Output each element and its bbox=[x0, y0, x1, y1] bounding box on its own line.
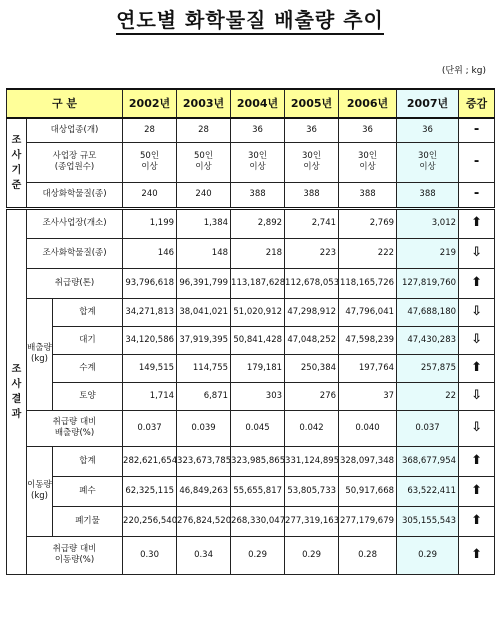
value-cell: 197,764 bbox=[339, 354, 397, 382]
table-row bbox=[7, 142, 495, 182]
value-cell: 0.29 bbox=[285, 536, 339, 574]
value-cell: 240 bbox=[123, 182, 177, 208]
row-label: 폐기물 bbox=[53, 506, 123, 536]
value-cell: 1,714 bbox=[123, 382, 177, 410]
value-cell: 50인 이상 bbox=[177, 142, 231, 182]
row-label: 토양 bbox=[53, 382, 123, 410]
value-cell: 222 bbox=[339, 238, 397, 268]
value-cell: 331,124,895 bbox=[285, 446, 339, 476]
table-row bbox=[7, 208, 495, 238]
value-cell: 36 bbox=[231, 118, 285, 142]
value-cell: 28 bbox=[177, 118, 231, 142]
table-row bbox=[7, 118, 495, 142]
value-cell: 388 bbox=[339, 182, 397, 208]
value-cell: 0.29 bbox=[397, 536, 459, 574]
table-row bbox=[7, 382, 495, 410]
row-label: 취급량 대비 배출량(%) bbox=[27, 410, 123, 446]
value-cell: 388 bbox=[397, 182, 459, 208]
value-cell: 38,041,021 bbox=[177, 298, 231, 326]
value-cell: 50인 이상 bbox=[123, 142, 177, 182]
value-cell: 34,271,813 bbox=[123, 298, 177, 326]
value-cell: 1,199 bbox=[123, 208, 177, 238]
value-cell: 276 bbox=[285, 382, 339, 410]
value-cell: 6,871 bbox=[177, 382, 231, 410]
value-cell: 305,155,543 bbox=[397, 506, 459, 536]
value-cell: 36 bbox=[339, 118, 397, 142]
value-cell: 30인 이상 bbox=[397, 142, 459, 182]
value-cell: 218 bbox=[231, 238, 285, 268]
value-cell: 323,985,865 bbox=[231, 446, 285, 476]
header-year: 2005년 bbox=[285, 89, 339, 118]
down-arrow-icon: ⇩ bbox=[459, 326, 495, 354]
value-cell: 277,179,679 bbox=[339, 506, 397, 536]
no-change-mark: - bbox=[459, 142, 495, 182]
row-label: 대상업종(개) bbox=[27, 118, 123, 142]
table-row bbox=[7, 506, 495, 536]
section-criteria: 조사 기준 bbox=[7, 118, 27, 208]
value-cell: 1,384 bbox=[177, 208, 231, 238]
table-row bbox=[7, 446, 495, 476]
value-cell: 50,917,668 bbox=[339, 476, 397, 506]
no-change-mark: - bbox=[459, 182, 495, 208]
value-cell: 282,621,654 bbox=[123, 446, 177, 476]
value-cell: 277,319,163 bbox=[285, 506, 339, 536]
value-cell: 127,819,760 bbox=[397, 268, 459, 298]
value-cell: 47,430,283 bbox=[397, 326, 459, 354]
value-cell: 51,020,912 bbox=[231, 298, 285, 326]
header-year: 2006년 bbox=[339, 89, 397, 118]
value-cell: 28 bbox=[123, 118, 177, 142]
value-cell: 30인 이상 bbox=[339, 142, 397, 182]
value-cell: 113,187,628 bbox=[231, 268, 285, 298]
value-cell: 268,330,047 bbox=[231, 506, 285, 536]
value-cell: 328,097,348 bbox=[339, 446, 397, 476]
value-cell: 118,165,726 bbox=[339, 268, 397, 298]
value-cell: 30인 이상 bbox=[285, 142, 339, 182]
down-arrow-icon: ⇩ bbox=[459, 238, 495, 268]
up-arrow-icon: ⬆ bbox=[459, 536, 495, 574]
value-cell: 0.039 bbox=[177, 410, 231, 446]
header-year: 2003년 bbox=[177, 89, 231, 118]
value-cell: 37,919,395 bbox=[177, 326, 231, 354]
unit-label: (단위 ; kg) bbox=[441, 66, 486, 76]
value-cell: 240 bbox=[177, 182, 231, 208]
up-arrow-icon: ⬆ bbox=[459, 268, 495, 298]
row-label: 대기 bbox=[53, 326, 123, 354]
row-label: 합계 bbox=[53, 298, 123, 326]
table-row bbox=[7, 326, 495, 354]
header-year: 2004년 bbox=[231, 89, 285, 118]
value-cell: 276,824,520 bbox=[177, 506, 231, 536]
up-arrow-icon: ⬆ bbox=[459, 354, 495, 382]
no-change-mark: - bbox=[459, 118, 495, 142]
table-row bbox=[7, 354, 495, 382]
value-cell: 22 bbox=[397, 382, 459, 410]
value-cell: 36 bbox=[285, 118, 339, 142]
row-label: 합계 bbox=[53, 446, 123, 476]
value-cell: 0.042 bbox=[285, 410, 339, 446]
table-row bbox=[7, 268, 495, 298]
value-cell: 219 bbox=[397, 238, 459, 268]
value-cell: 323,673,785 bbox=[177, 446, 231, 476]
value-cell: 3,012 bbox=[397, 208, 459, 238]
value-cell: 303 bbox=[231, 382, 285, 410]
value-cell: 47,048,252 bbox=[285, 326, 339, 354]
value-cell: 112,678,053 bbox=[285, 268, 339, 298]
value-cell: 2,769 bbox=[339, 208, 397, 238]
table-row bbox=[7, 298, 495, 326]
value-cell: 0.045 bbox=[231, 410, 285, 446]
header-change: 증감 bbox=[459, 89, 495, 118]
table-row bbox=[7, 238, 495, 268]
value-cell: 149,515 bbox=[123, 354, 177, 382]
down-arrow-icon: ⇩ bbox=[459, 410, 495, 446]
value-cell: 0.34 bbox=[177, 536, 231, 574]
value-cell: 2,741 bbox=[285, 208, 339, 238]
emission-group-label: 배출량 (kg) bbox=[27, 298, 53, 410]
row-label: 사업장 규모 (종업원수) bbox=[27, 142, 123, 182]
up-arrow-icon: ⬆ bbox=[459, 506, 495, 536]
row-label: 조사화학물질(종) bbox=[27, 238, 123, 268]
value-cell: 62,325,115 bbox=[123, 476, 177, 506]
row-label: 조사사업장(개소) bbox=[27, 208, 123, 238]
value-cell: 220,256,540 bbox=[123, 506, 177, 536]
value-cell: 0.30 bbox=[123, 536, 177, 574]
table-row bbox=[7, 410, 495, 446]
row-label: 취급량 대비 이동량(%) bbox=[27, 536, 123, 574]
value-cell: 148 bbox=[177, 238, 231, 268]
down-arrow-icon: ⇩ bbox=[459, 382, 495, 410]
value-cell: 388 bbox=[285, 182, 339, 208]
value-cell: 368,677,954 bbox=[397, 446, 459, 476]
value-cell: 0.29 bbox=[231, 536, 285, 574]
value-cell: 0.037 bbox=[123, 410, 177, 446]
value-cell: 223 bbox=[285, 238, 339, 268]
emission-table bbox=[6, 88, 495, 575]
page-title: 연도별 화학물질 배출량 추이 bbox=[0, 4, 500, 33]
value-cell: 257,875 bbox=[397, 354, 459, 382]
row-label: 대상화학물질(종) bbox=[27, 182, 123, 208]
value-cell: 47,688,180 bbox=[397, 298, 459, 326]
value-cell: 63,522,411 bbox=[397, 476, 459, 506]
row-label: 수계 bbox=[53, 354, 123, 382]
value-cell: 55,655,817 bbox=[231, 476, 285, 506]
up-arrow-icon: ⬆ bbox=[459, 446, 495, 476]
section-results: 조사 결과 bbox=[7, 208, 27, 574]
value-cell: 0.037 bbox=[397, 410, 459, 446]
value-cell: 34,120,586 bbox=[123, 326, 177, 354]
value-cell: 50,841,428 bbox=[231, 326, 285, 354]
value-cell: 96,391,799 bbox=[177, 268, 231, 298]
value-cell: 47,298,912 bbox=[285, 298, 339, 326]
value-cell: 146 bbox=[123, 238, 177, 268]
value-cell: 46,849,263 bbox=[177, 476, 231, 506]
table-row bbox=[7, 536, 495, 574]
value-cell: 2,892 bbox=[231, 208, 285, 238]
header-row bbox=[7, 89, 495, 118]
value-cell: 114,755 bbox=[177, 354, 231, 382]
value-cell: 250,384 bbox=[285, 354, 339, 382]
value-cell: 47,598,239 bbox=[339, 326, 397, 354]
value-cell: 30인 이상 bbox=[231, 142, 285, 182]
table-row bbox=[7, 476, 495, 506]
header-year: 2007년 bbox=[397, 89, 459, 118]
value-cell: 37 bbox=[339, 382, 397, 410]
up-arrow-icon: ⬆ bbox=[459, 208, 495, 238]
value-cell: 0.28 bbox=[339, 536, 397, 574]
value-cell: 388 bbox=[231, 182, 285, 208]
header-year: 2002년 bbox=[123, 89, 177, 118]
up-arrow-icon: ⬆ bbox=[459, 476, 495, 506]
down-arrow-icon: ⇩ bbox=[459, 298, 495, 326]
transfer-group-label: 이동량 (kg) bbox=[27, 446, 53, 536]
row-label: 취급량(톤) bbox=[27, 268, 123, 298]
header-category: 구 분 bbox=[7, 89, 123, 118]
row-label: 폐수 bbox=[53, 476, 123, 506]
value-cell: 93,796,618 bbox=[123, 268, 177, 298]
value-cell: 0.040 bbox=[339, 410, 397, 446]
value-cell: 36 bbox=[397, 118, 459, 142]
table-row bbox=[7, 182, 495, 208]
value-cell: 179,181 bbox=[231, 354, 285, 382]
value-cell: 53,805,733 bbox=[285, 476, 339, 506]
value-cell: 47,796,041 bbox=[339, 298, 397, 326]
